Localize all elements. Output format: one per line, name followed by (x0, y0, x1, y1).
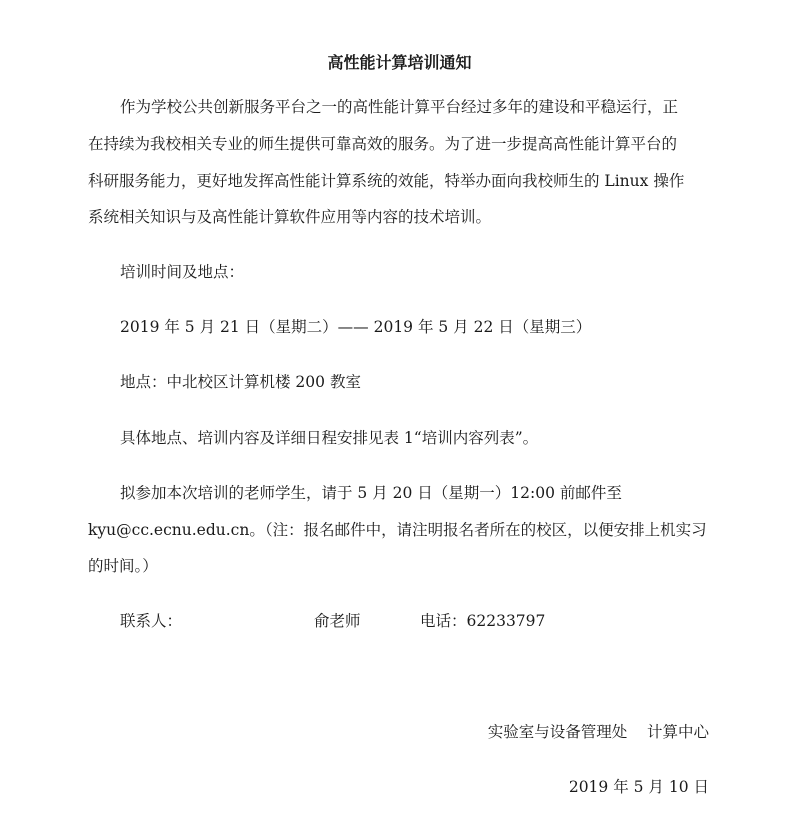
training-dates: 2019 年 5 月 21 日（星期二）—— 2019 年 5 月 22 日（星期三） (120, 318, 592, 336)
signature: 实验室与设备管理处 计算中心 (487, 723, 709, 741)
contact-phone: 电话：62233797 (420, 612, 546, 630)
intro-line-2: 在持续为我校相关专业的师生提供可靠高效的服务。为了进一步提高高性能计算平台的 (88, 135, 678, 153)
intro-line-3: 科研服务能力，更好地发挥高性能计算系统的效能，特举办面向我校师生的 Linux 操作 (88, 172, 685, 190)
time-place-heading: 培训时间及地点： (120, 263, 245, 281)
register-line-3: 的时间。） (88, 557, 158, 575)
training-location: 地点：中北校区计算机楼 200 教室 (120, 373, 361, 391)
contact-label: 联系人： (120, 612, 183, 630)
schedule-details: 具体地点、培训内容及详细日程安排见表 1“培训内容列表”。 (120, 429, 539, 447)
signed-date: 2019 年 5 月 10 日 (568, 778, 709, 796)
register-line-2: kyu@cc.ecnu.edu.cn。（注：报名邮件中，请注明报名者所在的校区，以便安排上机实习 (88, 521, 707, 539)
intro-line-4: 系统相关知识与及高性能计算软件应用等内容的技术培训。 (88, 208, 492, 226)
notice-title: 高性能计算培训通知 (327, 53, 472, 72)
contact-name: 俞老师 (314, 612, 361, 630)
register-line-1: 拟参加本次培训的老师学生，请于 5 月 20 日（星期一）12:00 前邮件至 (120, 484, 622, 502)
contact-line (120, 611, 760, 631)
intro-line-1: 作为学校公共创新服务平台之一的高性能计算平台经过多年的建设和平稳运行，正 (120, 98, 679, 116)
